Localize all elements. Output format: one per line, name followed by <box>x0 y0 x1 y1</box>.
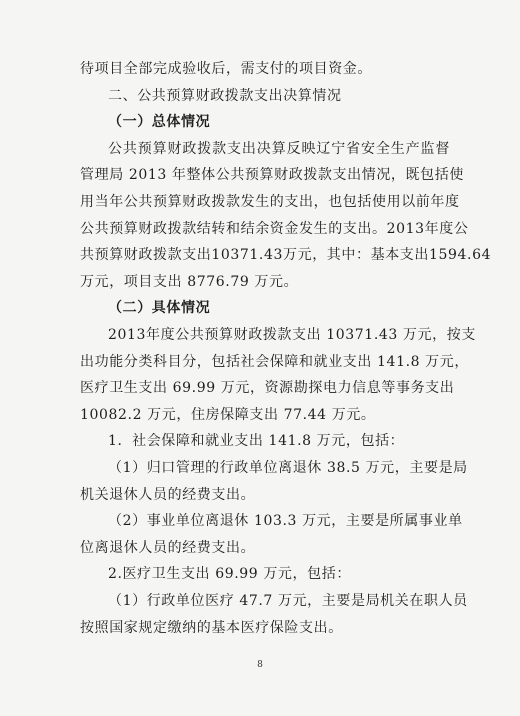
subsection-heading: （二）具体情况 <box>108 300 211 317</box>
paragraph-line: 共预算财政拨款支出10371.43万元，其中：基本支出1594.64 <box>80 247 492 264</box>
subsection-heading: （一）总体情况 <box>108 114 211 131</box>
paragraph-line: （1）行政单位医疗 47.7 万元，主要是局机关在职人员 <box>108 593 468 609</box>
paragraph-line: 公共预算财政拨款支出决算反映辽宁省安全生产监督 <box>108 140 450 157</box>
page-number: 8 <box>257 660 263 670</box>
paragraph-line: （1）归口管理的行政单位离退休 38.5 万元，主要是局 <box>108 460 468 476</box>
paragraph-line: 万元，项目支出 8776.79 万元。 <box>80 273 299 290</box>
paragraph-line: 2013年度公共预算财政拨款支出 10371.43 万元，按支 <box>108 327 476 343</box>
list-item: 1．社会保障和就业支出 141.8 万元，包括： <box>108 433 405 450</box>
paragraph-line: （2）事业单位离退休 103.3 万元，主要是所属事业单 <box>108 513 463 530</box>
paragraph-line: 医疗卫生支出 69.99 万元，资源勘探电力信息等事务支出 <box>80 380 455 397</box>
section-heading: 二、公共预算财政拨款支出决算情况 <box>108 87 342 104</box>
paragraph-line: 公共预算财政拨款结转和结余资金发生的支出。2013年度公 <box>80 220 469 237</box>
paragraph-line: 机关退休人员的经费支出。 <box>80 486 256 503</box>
paragraph-line: 2.医疗卫生支出 69.99 万元，包括： <box>108 566 351 583</box>
paragraph-line: 待项目全部完成验收后，需支付的项目资金。 <box>80 61 372 77</box>
paragraph-line: 用当年公共预算财政拨款发生的支出，也包括使用以前年度 <box>80 194 460 210</box>
paragraph-line: 按照国家规定缴纳的基本医疗保险支出。 <box>80 619 343 636</box>
paragraph-line: 管理局 2013 年整体公共预算财政拨款支出情况，既包括使 <box>80 167 464 184</box>
paragraph-line: 位离退休人员的经费支出。 <box>80 539 256 556</box>
paragraph-line: 出功能分类科目分，包括社会保障和就业支出 141.8 万元， <box>80 353 469 370</box>
paragraph-line: 10082.2 万元，住房保障支出 77.44 万元。 <box>80 406 376 423</box>
